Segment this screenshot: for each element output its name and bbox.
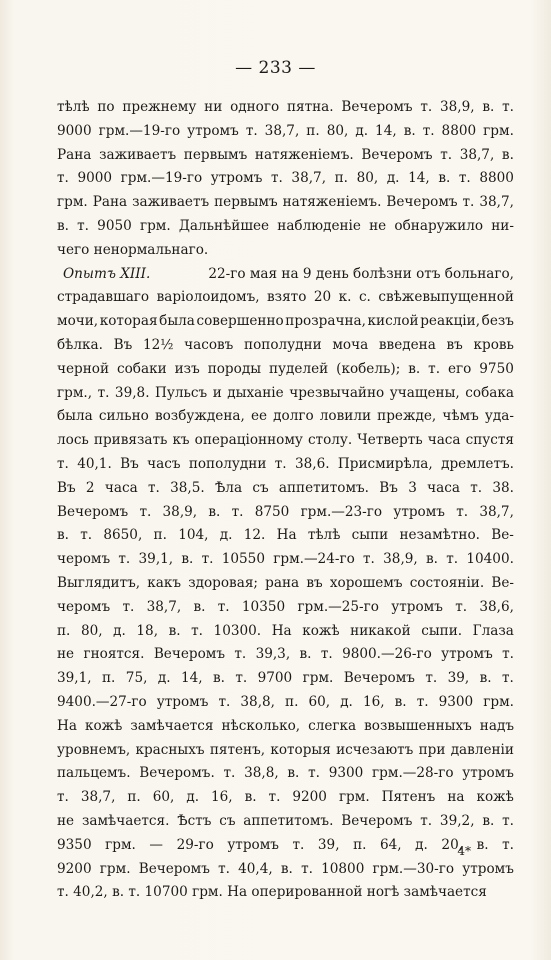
text-line: т. 40,1. Въ часъ пополудни т. 38,6. Присмирѣла, дремлетъ. <box>57 455 514 472</box>
text-line: п. 80, д. 18, в. т. 10300. На кожѣ никакой сыпи. Глаза <box>57 622 514 639</box>
text-line: в. т. 8650, п. 104, д. 12. На тѣлѣ сыпи незамѣтно. Ве- <box>57 527 514 544</box>
text-line: уровнемъ, красныхъ пятенъ, которыя исчезаютъ при давленіи <box>57 741 514 758</box>
text-line: 9200 грм. Вечеромъ т. 40,4, в. т. 10800 грм.—30-го утромъ <box>57 860 514 877</box>
text-line: 9400.—27-го утромъ т. 38,8, п. 60, д. 16, в. т. 9300 грм. <box>57 693 514 710</box>
experiment-intro: 22-го мая на 9 день болѣзни отъ больнаго, <box>208 265 514 282</box>
text-line: Рана заживаетъ первымъ натяженіемъ. Вечеромъ т. 38,7, в. <box>57 146 514 163</box>
text-line: черной собаки изъ породы пуделей (кобель); в. т. его 9750 <box>57 360 514 377</box>
text-line: На кожѣ замѣчается нѣсколько, слегка возвышенныхъ надъ <box>57 717 514 734</box>
text-line: мочи, которая была совершенно прозрачна, кислой реакціи, безъ <box>57 313 514 330</box>
text-line: 39,1, п. 75, д. 14, в. т. 9700 грм. Вечеромъ т. 39, в. т. <box>57 670 514 687</box>
text-line: черомъ т. 38,7, в. т. 10350 грм.—25-го утромъ т. 38,6, <box>57 598 514 615</box>
text-line <box>57 263 514 287</box>
text-line: была сильно возбуждена, ее долго ловили прежде, чѣмъ уда- <box>57 408 514 425</box>
text-line: не гноятся. Вечеромъ т. 39,3, в. т. 9800.—26-го утромъ т. <box>57 646 514 663</box>
text-line: грм., т. 39,8. Пульсъ и дыханіе чрезвычайно учащены, собака <box>57 384 514 401</box>
text-line: 9350 грм. — 29-го утромъ т. 39, п. 64, д. 20, в. т. <box>57 836 514 853</box>
text-line: 9000 грм.—19-го утромъ т. 38,7, п. 80, д. 14, в. т. 8800 грм. <box>57 122 514 139</box>
text-line: Выглядитъ, какъ здоровая; рана въ хорошемъ состояніи. Ве- <box>57 574 514 591</box>
text-line: пальцемъ. Вечеромъ. т. 38,8, в. т. 9300 грм.—28-го утромъ <box>57 765 514 782</box>
text-line: черомъ т. 39,1, в. т. 10550 грм.—24-го т. 38,9, в. т. 10400. <box>57 551 514 568</box>
text-line: лось привязать къ операціонному столу. Четверть часа спустя <box>57 432 514 449</box>
printer-signature-mark: 4* <box>457 844 471 858</box>
text-line: не замѣчается. Ѣстъ съ аппетитомъ. Вечеромъ т. 39,2, в. т. <box>57 812 514 829</box>
text-line: в. т. 9050 грм. Дальнѣйшее наблюденіе не обнаружило ни- <box>57 217 514 234</box>
text-line: страдавшаго варіолоидомъ, взято 20 к. с. свѣжевыпущенной <box>57 289 514 306</box>
text-line: тѣлѣ по прежнему ни одного пятна. Вечеромъ т. 38,9, в. т. <box>57 99 514 115</box>
text-line: чего ненормальнаго. <box>57 241 209 258</box>
text-line: т. 40,2, в. т. 10700 грм. На оперированной ногѣ замѣчается <box>57 884 487 901</box>
page-number: — 233 — <box>235 58 316 78</box>
text-line: т. 38,7, п. 60, д. 16, в. т. 9200 грм. Пятенъ на кожѣ <box>57 789 514 806</box>
text-line: Въ 2 часа т. 38,5. Ѣла съ аппетитомъ. Въ 3 часа т. 38. <box>57 479 514 496</box>
experiment-label: Опытъ XIII. <box>63 265 151 282</box>
text-line: Вечеромъ т. 38,9, в. т. 8750 грм.—23-го утромъ т. 38,7, <box>57 503 514 520</box>
text-line: бѣлка. Въ 12½ часовъ пополудни моча введена въ кровь <box>57 336 514 353</box>
text-line: грм. Рана заживаетъ первымъ натяженіемъ. Вечеромъ т. 38,7, <box>57 194 514 211</box>
text-line: т. 9000 грм.—19-го утромъ т. 38,7, п. 80, д. 14, в. т. 8800 <box>57 170 514 187</box>
body-text <box>57 96 514 905</box>
